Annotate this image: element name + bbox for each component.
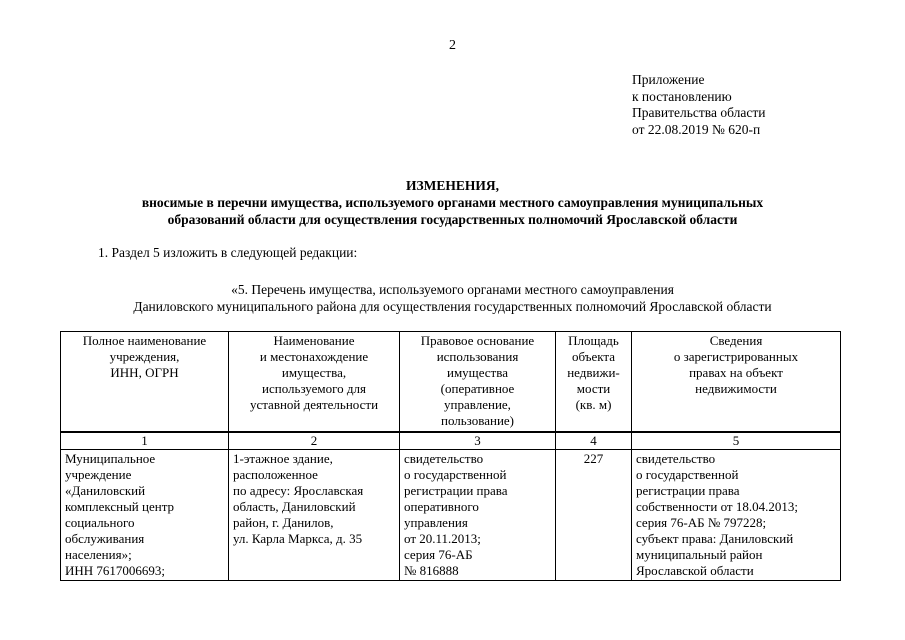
column-number-row [61, 432, 841, 450]
cell-line: пользование) [440, 413, 514, 428]
column-number: 5 [632, 432, 841, 450]
table-header-row [61, 332, 841, 433]
cell-line: (кв. м) [575, 397, 612, 412]
cell-line: собственности от 18.04.2013; [636, 499, 798, 514]
column-number: 4 [556, 432, 632, 450]
cell-line: серия 76-АБ [404, 547, 473, 562]
cell-line: регистрации права [404, 483, 508, 498]
cell-line: Полное наименование [82, 333, 207, 348]
appendix-line: Правительства области [632, 105, 766, 120]
cell-line: ИНН 7617006693; [65, 563, 166, 578]
cell-line: от 20.11.2013; [404, 531, 481, 546]
cell-line: о зарегистрированных [673, 349, 799, 364]
appendix-line: к постановлению [632, 88, 732, 104]
cell-line: недвижимости [695, 381, 777, 396]
table-cell-property [229, 450, 400, 581]
cell-line: мости [576, 381, 611, 396]
list-title-line: Даниловского муниципального района для осуществления государственных полномочий Ярославской области [133, 299, 772, 314]
appendix-note [632, 72, 765, 138]
appendix-line: Приложение [632, 72, 705, 87]
table-header-cell [632, 332, 841, 433]
cell-line: недвижи- [567, 365, 620, 380]
cell-line: комплексный центр [65, 499, 175, 514]
table-header-cell [229, 332, 400, 433]
table-cell-institution [61, 450, 229, 581]
column-number: 2 [229, 432, 400, 450]
table-cell-area [556, 450, 632, 581]
cell-line: социального [65, 515, 135, 530]
table-cell-rights [632, 450, 841, 581]
cell-line: о государственной [404, 467, 507, 482]
table-header-cell [61, 332, 229, 433]
table-header-cell [400, 332, 556, 433]
cell-line: оперативного [404, 499, 479, 514]
cell-line: муниципальный район [636, 547, 763, 562]
property-table [60, 331, 841, 581]
column-number: 1 [61, 432, 229, 450]
title-line: образований области для осуществления государственных полномочий Ярославской области [167, 212, 738, 227]
cell-line: расположенное [233, 467, 318, 482]
cell-line: учреждения, [109, 349, 180, 364]
cell-line: правах на объект [689, 365, 783, 380]
page-number: 2 [449, 38, 456, 53]
paragraph-1: 1. Раздел 5 изложить в следующей редакции: [98, 245, 358, 260]
cell-line: Сведения [709, 333, 763, 348]
cell-line: субъект права: Даниловский [636, 531, 794, 546]
cell-line: обслуживания [65, 531, 145, 546]
list-title-line: «5. Перечень имущества, используемого органами местного самоуправления [231, 282, 674, 297]
cell-line: уставной деятельности [249, 397, 379, 412]
cell-line: Муниципальное [65, 451, 156, 466]
cell-line: и местонахождение [259, 349, 369, 364]
cell-line: регистрации права [636, 483, 740, 498]
cell-line: ИНН, ОГРН [110, 365, 179, 380]
cell-line: управления [404, 515, 468, 530]
cell-line: используемого для [262, 381, 366, 396]
cell-line: район, г. Данилов, [233, 515, 334, 530]
table-row [61, 450, 841, 581]
title-line: ИЗМЕНЕНИЯ, [405, 178, 499, 193]
cell-line: ул. Карла Маркса, д. 35 [233, 531, 363, 546]
table-cell-legal-basis [400, 450, 556, 581]
cell-line: по адресу: Ярославская [233, 483, 364, 498]
cell-line: населения»; [65, 547, 132, 562]
cell-line: серия 76-АБ № 797228; [636, 515, 767, 530]
document-title [0, 177, 905, 228]
cell-line: объекта [571, 349, 616, 364]
title-line: вносимые в перечни имущества, используемого органами местного самоуправления муниципальных [141, 195, 764, 210]
cell-line: свидетельство [636, 451, 716, 466]
cell-line: 227 [583, 451, 604, 466]
cell-line: Площадь [568, 333, 619, 348]
column-number: 3 [400, 432, 556, 450]
list-title [0, 281, 905, 315]
cell-line: учреждение [65, 467, 132, 482]
cell-line: № 816888 [404, 563, 459, 578]
cell-line: Ярославской области [636, 563, 754, 578]
cell-line: свидетельство [404, 451, 484, 466]
cell-line: Наименование [273, 333, 355, 348]
cell-line: область, Даниловский [233, 499, 356, 514]
cell-line: Правовое основание [420, 333, 535, 348]
table-header-cell [556, 332, 632, 433]
cell-line: использования [436, 349, 519, 364]
cell-line: имущества, [281, 365, 347, 380]
cell-line: имущества [447, 365, 508, 380]
cell-line: «Даниловский [65, 483, 146, 498]
cell-line: управление, [444, 397, 511, 412]
appendix-line: от 22.08.2019 № 620-п [632, 121, 761, 137]
cell-line: 1-этажное здание, [233, 451, 333, 466]
cell-line: о государственной [636, 467, 739, 482]
cell-line: (оперативное [440, 381, 515, 396]
